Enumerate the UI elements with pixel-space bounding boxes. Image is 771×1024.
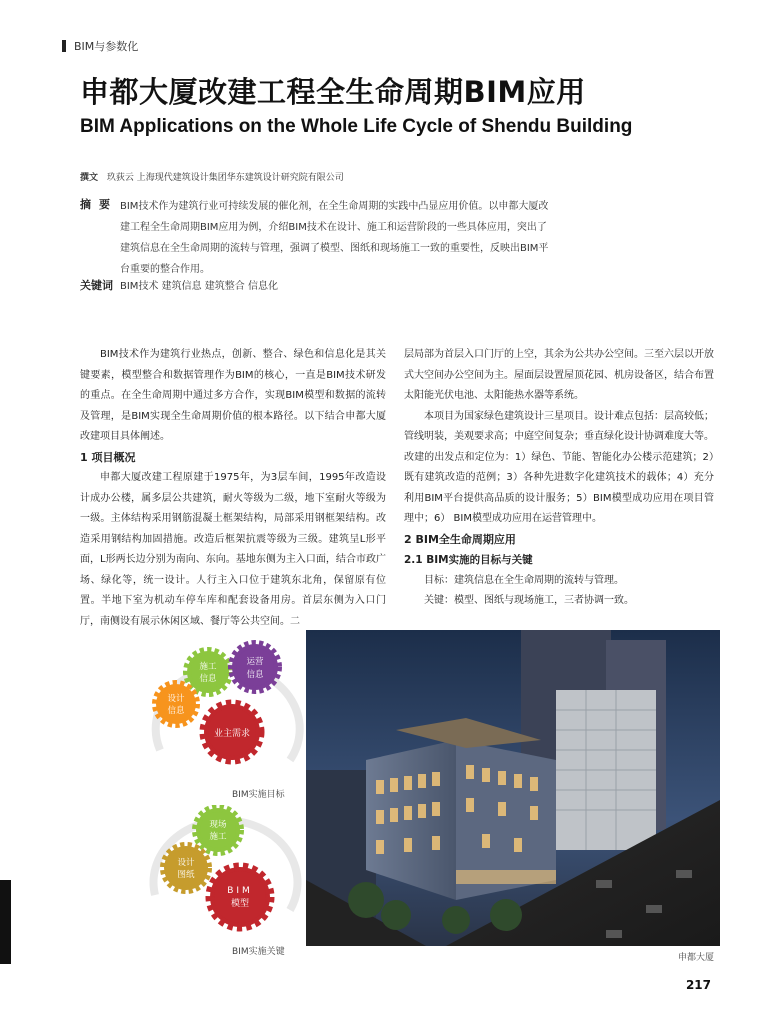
continued-paragraph: 层局部为首层入口门厅的上空，其余为公共办公空间。三至六层以开放式大空间办公空间为主。屋面层设置屋顶花园、机房设备区，结合布置太阳能光伏电池、太阳能热水器等系统。 — [404, 349, 714, 401]
gear-label-bim-1: BIM — [227, 886, 253, 896]
design-difficulty-paragraph: 本项目为国家绿色建筑设计三星项目。设计难点包括：层高较低；管线明装，美观要求高；中庭空间复杂；垂直绿化设计协调难度大等。改建的出发点和定位为：1）绿色、节能、智能化办公楼示范建筑；2）既有建筑改造的范例；3）各种先进数字化建筑技术的载体；4）充分利用BIM平台提供高品质的设计服务；5）BIM模型成功应用在项目管理中；6） BIM模型成功应用在运营管理中。 — [404, 410, 714, 524]
section-tag-bar — [62, 40, 66, 52]
gear-label-bim-2: 模型 — [230, 899, 250, 909]
figure1-caption: BIM实施目标 — [232, 790, 285, 800]
photo-caption: 申都大厦 — [678, 953, 715, 963]
gear-design-drawings — [164, 846, 208, 890]
gear-label-drawings-1: 设计 — [177, 858, 195, 868]
gear-label-site-1: 现场 — [209, 820, 227, 830]
figure-bim-keys-diagram — [140, 805, 310, 945]
section-tag — [62, 38, 138, 54]
gear-owner-needs — [204, 704, 260, 760]
gear-label-construction-1: 施工 — [199, 662, 217, 672]
figure-bim-goals-diagram — [140, 640, 310, 790]
gear-label-site-2: 施工 — [209, 832, 227, 842]
overview-paragraph: 申都大厦改建工程原建于1975年，为3层车间，1995年改造设计成办公楼，属多层公共建筑，耐火等级为二级，地下室耐火等级为一级。主体结构采用钢筋混凝土框架结构，局部采用钢框架结构。改造采用钢结构加固措施。改造后框架抗震等级为三级。建筑呈L形平面，L形两长边分别为南向、东向。基地东侧为主入口面，结合市政广场、绿化等，统一设计。人行主入口位于建筑东北角，保留原有位置。半地下室为机动车停车库和配套设备用房。首层东侧为入口门厅，南侧设有展示休闲区域、餐厅等公共空间。二 — [80, 472, 386, 627]
gear-label-drawings-2: 图纸 — [177, 870, 195, 880]
section-heading-1: 1 项目概况 — [80, 450, 136, 464]
goal-paragraph: 目标：建筑信息在全生命周期的流转与管理。 — [424, 574, 624, 586]
figure2-caption: BIM实施关键 — [232, 947, 285, 957]
subsection-heading-2-1: 2.1 BIM实施的目标与关键 — [404, 554, 533, 566]
gear-label-operation-1: 运营 — [246, 657, 264, 667]
gear-operation-info — [232, 644, 278, 690]
abstract-label: 摘要 — [80, 198, 118, 211]
gear-label-design-2: 信息 — [167, 706, 185, 716]
title-chinese: 申都大厦改建工程全生命周期BIM应用 — [80, 75, 586, 109]
authors-line — [80, 170, 344, 183]
key-paragraph: 关键：模型、图纸与现场施工，三者协调一致。 — [424, 595, 634, 606]
page-number: 217 — [685, 978, 711, 992]
gear-label-operation-2: 信息 — [246, 670, 264, 680]
page-edge-marker — [0, 880, 11, 964]
gear-bim-model — [210, 867, 270, 927]
section-tag-label: BIM与参数化 — [74, 40, 139, 53]
authors-text: 玖荻云 上海现代建筑设计集团华东建筑设计研究院有限公司 — [106, 173, 344, 183]
authors-label: 撰文 — [80, 173, 99, 183]
keywords-text: BIM技术 建筑信息 建筑整合 信息化 — [120, 281, 278, 292]
gear-label-design-1: 设计 — [167, 694, 185, 704]
left-column — [80, 345, 386, 632]
gear-site-construction — [196, 808, 240, 852]
title-english: BIM Applications on the Whole Life Cycle of Shendu Building — [80, 116, 633, 137]
gear-label-owner: 业主需求 — [213, 729, 251, 739]
right-column — [404, 345, 714, 612]
gear-construction-info — [187, 651, 229, 693]
gear-label-construction-2: 信息 — [199, 674, 217, 684]
keywords-label: 关键词 — [80, 279, 113, 292]
section-heading-2: 2 BIM全生命周期应用 — [404, 532, 516, 546]
gear-design-info — [156, 684, 196, 724]
abstract-text: BIM技术作为建筑行业可持续发展的催化剂，在全生命周期的实践中凸显应用价值。以申都大厦改建工程全生命周期BIM应用为例，介绍BIM技术在设计、施工和运营阶段的一些具体应用，突出了建筑信息在全生命周期的流转与管理，强调了模型、图纸和现场施工一致的重要性，反映出BIM平台重要的整合作用。 — [120, 201, 549, 275]
building-photo — [306, 630, 720, 946]
intro-paragraph: BIM技术作为建筑行业热点，创新、整合、绿色和信息化是其关键要素，模型整合和数据管理作为BIM的核心，一直是BIM技术研发的重点。在全生命周期中通过多方合作，实现BIM模型和数据的流转及管理，是BIM实现全生命周期价值的根本路径。以下结合申都大厦改建项目具体阐述。 — [80, 349, 386, 442]
